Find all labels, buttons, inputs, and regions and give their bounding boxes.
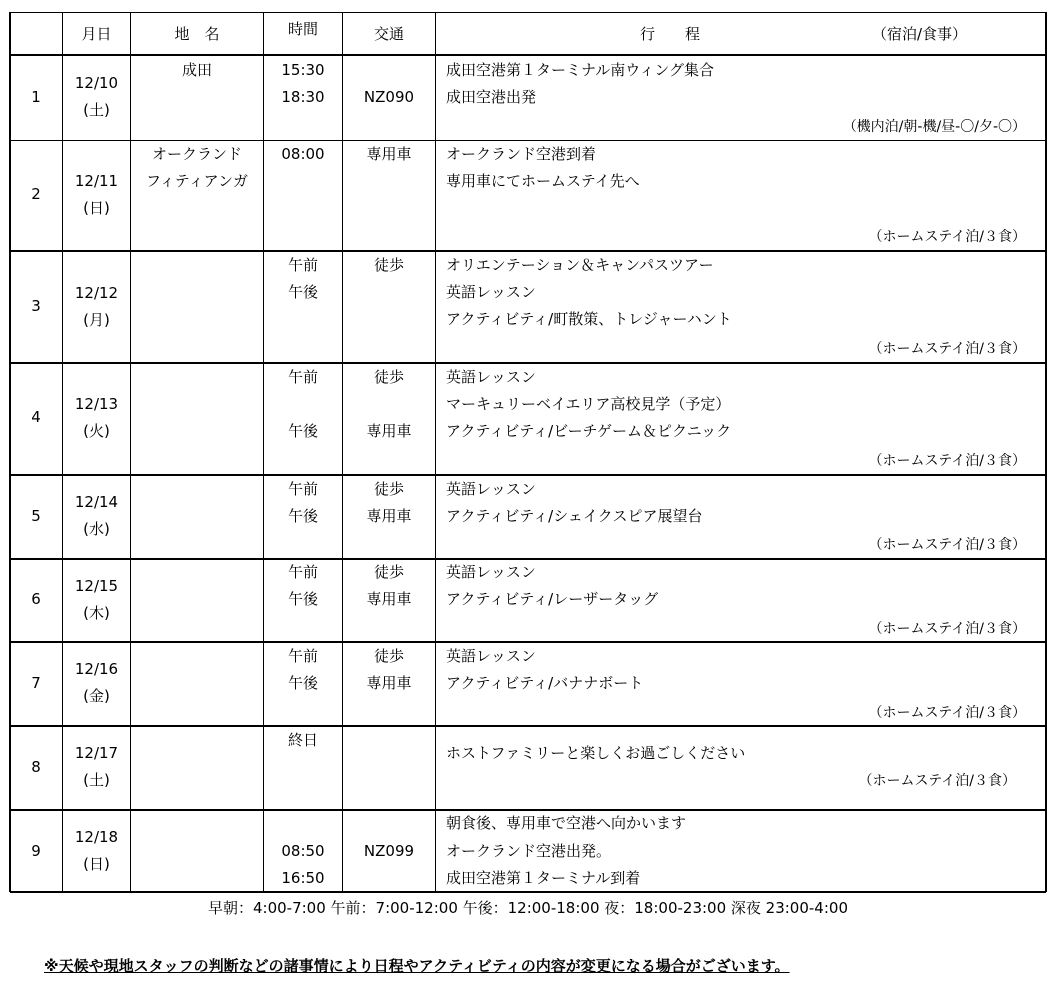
itinerary-line: 英語レッスン [446, 647, 536, 665]
header-day-number [10, 12, 62, 54]
day-number: 8 [31, 758, 41, 776]
date: 12/12 [74, 284, 119, 302]
time: 15:30 [281, 61, 325, 79]
stay-meal-note: （ホームステイ泊/３食） [868, 229, 1026, 245]
header-transport: 交通 [373, 24, 404, 43]
itinerary-line: 英語レッスン [446, 563, 536, 581]
transport: 専用車 [366, 590, 412, 608]
weekday: (木) [83, 604, 110, 622]
itinerary-line: 英語レッスン [446, 480, 536, 498]
date: 12/17 [74, 744, 119, 762]
stay-meal-note: （ホームステイ泊/３食） [868, 453, 1026, 469]
time: 午前 [287, 480, 318, 498]
date: 12/14 [74, 493, 119, 511]
itinerary-line: オークランド空港出発。 [446, 842, 612, 860]
time: 午前 [287, 256, 318, 274]
date: 12/13 [74, 395, 119, 413]
itinerary-line: アクティビティ/町散策、トレジャーハント [446, 310, 732, 328]
time: 午後 [287, 283, 318, 301]
itinerary-line: アクティビティ/レーザータッグ [446, 590, 659, 608]
itinerary-line: 成田空港出発 [446, 88, 537, 106]
date: 12/15 [74, 577, 119, 595]
date: 12/10 [74, 74, 119, 92]
stay-meal-note: （ホームステイ泊/３食） [858, 773, 1016, 789]
day-number: 5 [31, 507, 41, 525]
time: 午後 [287, 590, 318, 608]
weekday: (土) [83, 101, 110, 119]
weekday: (日) [83, 855, 110, 873]
time: 午後 [287, 674, 318, 692]
day-number: 9 [31, 842, 41, 860]
time: 午前 [287, 647, 318, 665]
stay-meal-note: （ホームステイ泊/３食） [868, 705, 1026, 721]
column-divider [435, 12, 436, 892]
day-number: 7 [31, 674, 41, 692]
header-place: 地 名 [174, 24, 220, 43]
weekday: (月) [83, 311, 110, 329]
itinerary-line: 朝食後、専用車で空港へ向かいます [446, 814, 687, 832]
time: 終日 [287, 731, 318, 749]
transport: 徒歩 [373, 647, 404, 665]
header-itinerary: 行 程 [640, 24, 701, 43]
time: 08:00 [281, 145, 325, 163]
place: フィティアンガ [145, 172, 248, 190]
itinerary-line: アクティビティ/ビーチゲーム＆ピクニック [446, 422, 732, 440]
transport: 徒歩 [373, 368, 404, 386]
time: 午前 [287, 368, 318, 386]
day-number: 6 [31, 590, 41, 608]
time: 08:50 [281, 842, 325, 860]
stay-meal-note: （ホームステイ泊/３食） [868, 341, 1026, 357]
weekday: (金) [83, 687, 110, 705]
header-stay-meal: （宿泊/食事） [872, 24, 968, 43]
time: 16:50 [281, 869, 325, 887]
weekday: (土) [83, 771, 110, 789]
itinerary-line: 成田空港第１ターミナル南ウィング集合 [446, 61, 715, 79]
itinerary-line: オークランド空港到着 [446, 145, 597, 163]
day-number: 1 [31, 88, 41, 106]
table-right-border [1045, 12, 1047, 892]
weekday: (火) [83, 422, 110, 440]
stay-meal-note: （ホームステイ泊/３食） [868, 621, 1026, 637]
transport: NZ099 [363, 842, 415, 860]
itinerary-line: 成田空港第１ターミナル到着 [446, 869, 641, 887]
transport: 専用車 [366, 422, 412, 440]
itinerary-line: 英語レッスン [446, 368, 536, 386]
transport: NZ090 [363, 88, 415, 106]
header-time: 時間 [287, 20, 318, 38]
transport: 専用車 [366, 674, 412, 692]
day-number: 4 [31, 408, 41, 426]
place: オークランド [151, 145, 242, 163]
date: 12/18 [74, 828, 119, 846]
date: 12/11 [74, 172, 119, 190]
row-divider [10, 725, 1046, 727]
itinerary-line: 英語レッスン [446, 283, 536, 301]
itinerary-line: マーキュリーベイエリア高校見学（予定） [446, 395, 731, 413]
time: 18:30 [281, 88, 325, 106]
itinerary-line: アクティビティ/シェイクスピア展望台 [446, 507, 703, 525]
day-number: 3 [31, 297, 41, 315]
weekday: (水) [83, 520, 110, 538]
weekday: (日) [83, 199, 110, 217]
place: 成田 [181, 61, 212, 79]
transport: 専用車 [366, 145, 412, 163]
transport: 徒歩 [373, 563, 404, 581]
time: 午後 [287, 507, 318, 525]
schedule-change-disclaimer: ※天候や現地スタッフの判断などの諸事情により日程やアクティビティの内容が変更になる場合がございます。 [44, 957, 790, 975]
stay-meal-note: （ホームステイ泊/３食） [868, 537, 1026, 553]
itinerary-line: ホストファミリーと楽しくお過ごしください [446, 744, 746, 762]
day-number: 2 [31, 185, 41, 203]
header-bottom-border [10, 54, 1046, 56]
transport: 徒歩 [373, 256, 404, 274]
itinerary-line: オリエンテーション＆キャンパスツアー [446, 256, 714, 274]
transport: 専用車 [366, 507, 412, 525]
stay-meal-note: （機内泊/朝-機/昼-〇/夕-〇） [842, 119, 1026, 135]
time: 午前 [287, 563, 318, 581]
time: 午後 [287, 422, 318, 440]
itinerary-line: 専用車にてホームステイ先へ [446, 172, 640, 190]
time-period-legend: 早朝：4:00-7:00 午前：7:00-12:00 午後：12:00-18:00 夜：18:00-23:00 深夜 23:00-4:00 [207, 899, 848, 917]
itinerary-line: アクティビティ/バナナボート [446, 674, 644, 692]
transport: 徒歩 [373, 480, 404, 498]
date: 12/16 [74, 660, 119, 678]
header-date: 月日 [81, 24, 112, 43]
